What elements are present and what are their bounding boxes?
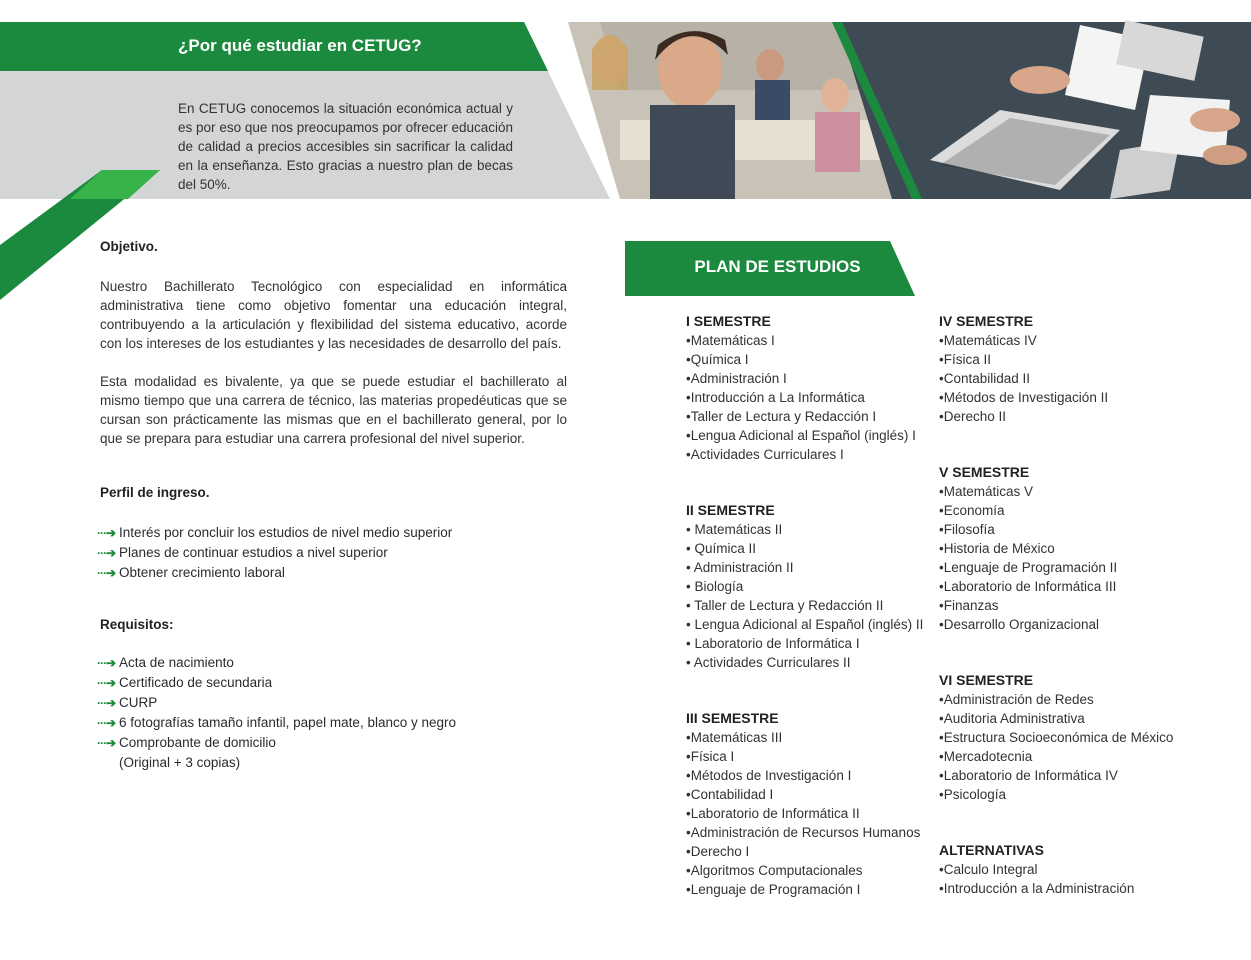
subject-item: •Matemáticas V [939, 484, 1034, 499]
semester-1 [686, 312, 916, 464]
subject-item: •Derecho I [686, 844, 750, 859]
list-item: ···➔ Certificado de secundaria [97, 675, 273, 690]
subject-item: • Química II [686, 541, 756, 556]
subject-item: •Actividades Curriculares I [686, 447, 844, 462]
semester-3 [686, 709, 920, 899]
semester-title: IV SEMESTRE [939, 313, 1034, 329]
subject-item: •Matemáticas I [686, 333, 775, 348]
subject-item: •Psicología [939, 787, 1007, 802]
arrow-icon: ···➔ [97, 736, 116, 750]
subject-item: •Administración de Recursos Humanos [686, 825, 921, 840]
subject-item: •Mercadotecnia [939, 749, 1033, 764]
list-item: ···➔ CURP [97, 695, 158, 710]
semester-6 [939, 671, 1173, 804]
list-item: ···➔ Comprobante de domicilio [97, 735, 276, 750]
subject-item: •Auditoria Administrativa [939, 711, 1085, 726]
subject-item: • Laboratorio de Informática I [686, 636, 860, 651]
header-title: ¿Por qué estudiar en CETUG? [178, 36, 422, 55]
header-intro: En CETUG conocemos la situación económica actual y es por eso que nos preocupamos por ofrecer educación de calidad a precios accesibles sin sacrificar la calidad en la enseñanza. Esto gracias a nuestro plan de becas del 50%. [178, 101, 513, 192]
subject-item: • Biología [686, 579, 744, 594]
requisitos-note: (Original + 3 copias) [119, 755, 241, 770]
subject-item: •Introducción a la Administración [939, 881, 1135, 896]
semester-title: II SEMESTRE [686, 502, 775, 518]
perfil-list [97, 523, 452, 583]
arrow-icon: ···➔ [97, 526, 116, 540]
subject-item: •Historia de México [939, 541, 1055, 556]
subject-item: •Contabilidad I [686, 787, 774, 802]
plan-title: PLAN DE ESTUDIOS [694, 257, 861, 276]
subject-item: •Taller de Lectura y Redacción I [686, 409, 877, 424]
semester-5 [939, 463, 1117, 634]
arrow-icon: ···➔ [97, 676, 116, 690]
requisitos-list [97, 653, 456, 772]
subject-item: •Química I [686, 352, 749, 367]
subject-item: • Matemáticas II [686, 522, 783, 537]
subject-item: •Métodos de Investigación I [686, 768, 852, 783]
subject-item: •Algoritmos Computacionales [686, 863, 863, 878]
subject-item: •Estructura Socioeconómica de México [939, 730, 1174, 745]
list-item: ···➔ Interés por concluir los estudios de nivel medio superior [97, 525, 453, 540]
subject-item: •Matemáticas III [686, 730, 783, 745]
subject-item: •Laboratorio de Informática III [939, 579, 1117, 594]
subject-item: •Calculo Integral [939, 862, 1038, 877]
semester-title: III SEMESTRE [686, 710, 779, 726]
subject-item: •Métodos de Investigación II [939, 390, 1109, 405]
subject-item: •Introducción a La Informática [686, 390, 865, 405]
subject-item: •Administración de Redes [939, 692, 1094, 707]
students-photo [568, 22, 892, 199]
subject-item: •Laboratorio de Informática IV [939, 768, 1118, 783]
semester-title: VI SEMESTRE [939, 672, 1034, 688]
subject-item: • Actividades Curriculares II [686, 655, 851, 670]
subject-item: •Lenguaje de Programación II [939, 560, 1118, 575]
subject-item: •Administración I [686, 371, 787, 386]
subject-item: •Física II [939, 352, 991, 367]
list-item: ···➔ Obtener crecimiento laboral [97, 565, 285, 580]
subject-item: •Finanzas [939, 598, 999, 613]
semester-title: ALTERNATIVAS [939, 842, 1044, 858]
alternativas [939, 841, 1134, 898]
list-item: ···➔ Planes de continuar estudios a nivel superior [97, 545, 388, 560]
subject-item: •Derecho II [939, 409, 1007, 424]
subject-item: •Economía [939, 503, 1005, 518]
arrow-icon: ···➔ [97, 716, 116, 730]
objetivo-heading: Objetivo. [100, 239, 158, 254]
semester-title: I SEMESTRE [686, 313, 771, 329]
perfil-heading: Perfil de ingreso. [100, 485, 210, 500]
subject-item: •Física I [686, 749, 735, 764]
subject-item: • Administración II [686, 560, 794, 575]
objetivo-paragraph-1: Nuestro Bachillerato Tecnológico con especialidad en informática administrativa tiene como objetivo fomentar una educación integral, contribuyendo a la articulación y flexibilidad del sistema educativo, acorde con los intereses de los estudiantes y las necesidades de desarrollo del país. [100, 279, 567, 351]
subject-item: •Laboratorio de Informática II [686, 806, 860, 821]
semester-title: V SEMESTRE [939, 464, 1030, 480]
list-item: ···➔ Acta de nacimiento [97, 655, 234, 670]
arrow-icon: ···➔ [97, 546, 116, 560]
requisitos-heading: Requisitos: [100, 617, 174, 632]
objetivo-paragraph-2: Esta modalidad es bivalente, ya que se puede estudiar el bachillerato al mismo tiempo que una carrera de técnico, las materias propedéuticas que se cursan son prácticamente las mismas que en el bachillerato general, por lo que se prepara para estudiar una carrera profesional del nivel superior. [100, 374, 567, 446]
semester-4 [939, 312, 1108, 426]
subject-item: •Desarrollo Organizacional [939, 617, 1100, 632]
subject-item: •Lenguaje de Programación I [686, 882, 861, 897]
subject-item: •Matemáticas IV [939, 333, 1037, 348]
semester-2 [686, 501, 923, 672]
subject-item: •Filosofía [939, 522, 995, 537]
subject-item: •Contabilidad II [939, 371, 1031, 386]
arrow-icon: ···➔ [97, 696, 116, 710]
arrow-icon: ···➔ [97, 566, 116, 580]
list-item: ···➔ 6 fotografías tamaño infantil, papel mate, blanco y negro [97, 715, 457, 730]
arrow-icon: ···➔ [97, 656, 116, 670]
subject-item: • Taller de Lectura y Redacción II [686, 598, 884, 613]
subject-item: • Lengua Adicional al Español (inglés) II [686, 617, 924, 632]
subject-item: •Lengua Adicional al Español (inglés) I [686, 428, 916, 443]
